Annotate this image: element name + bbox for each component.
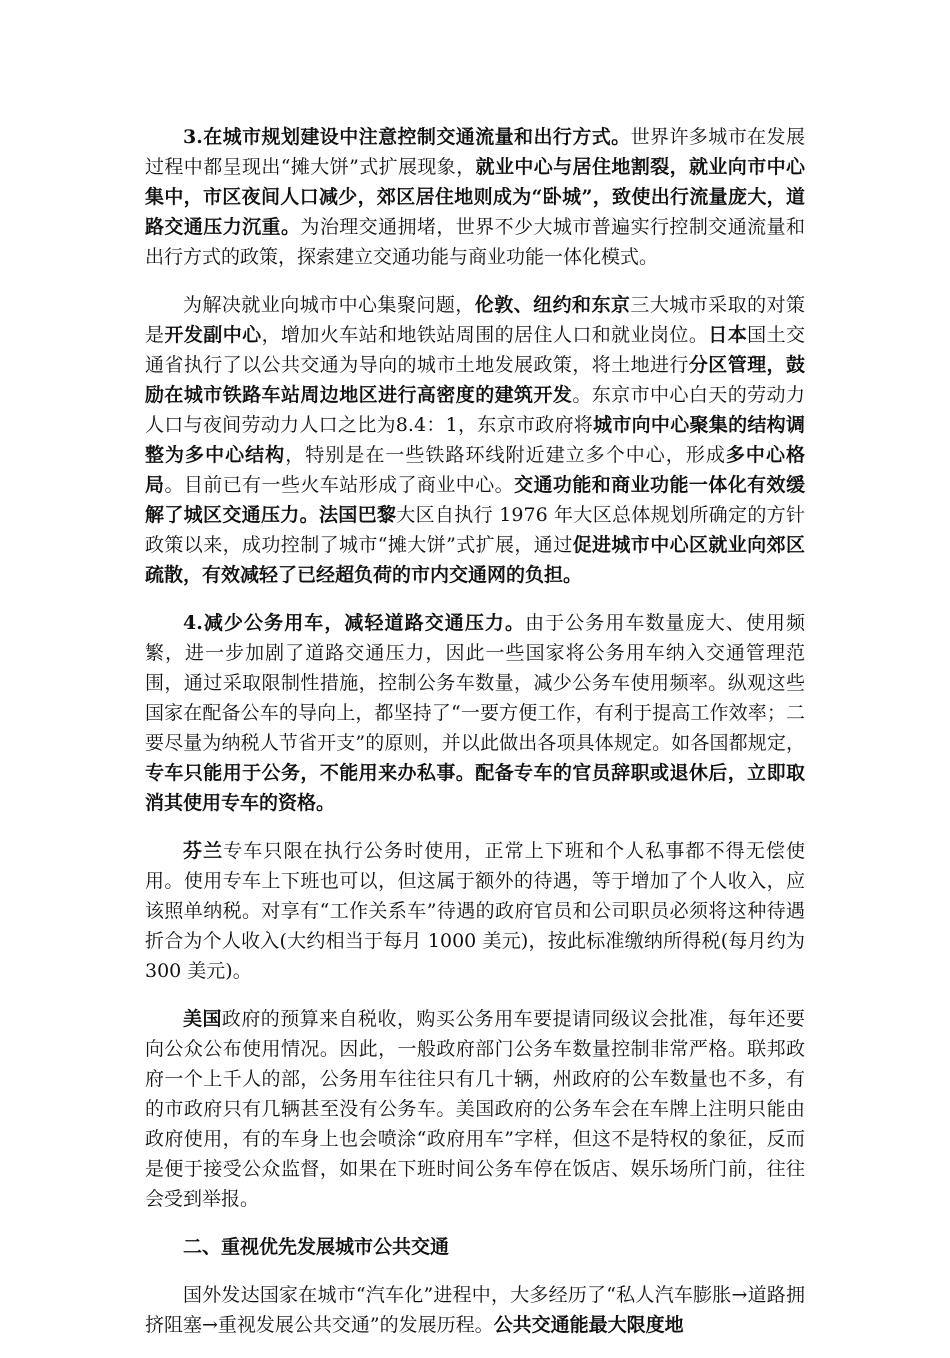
document-page xyxy=(145,122,805,1358)
text-run: 国外发达国家在城市“汽车化”进程中，大多经历了“私人汽车膨胀→道路拥挤阻塞→重视发展公共交通”的发展历程。 xyxy=(145,1284,805,1336)
bold-text-run: 分区管理，鼓励在城市铁路车站周边地区进行高密度的建筑开发 xyxy=(145,354,805,406)
bold-text-run: 专车只能用于公务，不能用来办私事。配备专车的官员辞职或退休后，立即取消其使用专车的资格。 xyxy=(145,762,805,814)
paragraph-sub-centers xyxy=(145,290,805,590)
section-4-heading: 4.减少公务用车，减轻道路交通压力。 xyxy=(183,612,526,634)
bold-text-run: 法国巴黎 xyxy=(318,504,397,526)
text-run: ，特别是在一些铁路环线附近建立多个中心，形成 xyxy=(285,444,726,466)
heading-text: 二、重视优先发展城市公共交通 xyxy=(183,1236,450,1258)
text-run: 世界许多城市在发展过程中都呈现出“摊大饼”式扩展现象， xyxy=(145,126,805,178)
bold-text-run: 伦敦、纽约和东京 xyxy=(474,294,631,316)
text-run: ，增加火车站和地铁站周围的居住人口和就业岗位。 xyxy=(261,324,709,346)
text-run: 大区自执行 1976 年大区总体规划所确定的方针政策以来，成功控制了城市“摊大饼”式扩展，通过 xyxy=(145,504,805,556)
paragraph-official-cars xyxy=(145,608,805,818)
paragraph-united-states xyxy=(145,1004,805,1214)
bold-text-run: 芬兰 xyxy=(183,840,224,862)
paragraph-public-transport xyxy=(145,1280,805,1340)
bold-text-run: 交通功能和商业功能一体化有效缓解了城区交通压力。 xyxy=(145,474,805,526)
text-run: 由于公务用车数量庞大、使用频繁，进一步加剧了道路交通压力，因此一些国家将公务用车纳入交通管理范围，通过采取限制性措施，控制公务车数量，减少公务车使用频率。纵观这些国家在配备公车的导向上，都坚持了“一要方便工作，有利于提高工作效率；二要尽量为纳税人节省开支”的原则，并以此做出各项具体规定。如各国都规定， xyxy=(145,612,805,754)
bold-text-run: 公共交通能最大限度地 xyxy=(493,1314,684,1336)
text-run: 。东京市中心白天的劳动力人口与夜间劳动力人口之比为8.4：1，东京市政府将 xyxy=(145,384,805,436)
bold-text-run: 城市向中心聚集的结构调整为多中心结构 xyxy=(145,414,805,466)
text-run: 为解决就业向城市中心集聚问题， xyxy=(183,294,475,316)
text-run: 为治理交通拥堵，世界不少大城市普遍实行控制交通流量和出行方式的政策，探索建立交通功能与商业功能一体化模式。 xyxy=(145,216,805,268)
bold-text-run: 开发副中心 xyxy=(164,324,262,346)
text-run: 。目前已有一些火车站形成了商业中心。 xyxy=(164,474,515,496)
bold-text-run: 日本 xyxy=(708,324,748,346)
text-run: 国土交通省执行了以公共交通为导向的城市土地发展政策，将土地进行 xyxy=(145,324,805,376)
bold-text-run: 美国 xyxy=(183,1008,222,1030)
paragraph-finland xyxy=(145,836,805,986)
paragraph-traffic-flow-control xyxy=(145,122,805,272)
bold-text-run: 促进城市中心区就业向郊区疏散，有效减轻了已经超负荷的市内交通网的负担。 xyxy=(145,534,805,586)
section-3-heading: 3.在城市规划建设中注意控制交通流量和出行方式。 xyxy=(183,126,631,148)
text-run: 三大城市采取的对策是 xyxy=(145,294,805,346)
section-heading-public-transport xyxy=(145,1232,805,1262)
bold-text-run: 多中心格局 xyxy=(145,444,805,496)
text-run: 政府的预算来自税收，购买公务用车要提请同级议会批准，每年还要向公众公布使用情况。因此，一般政府部门公务车数量控制非常严格。联邦政府一个上千人的部，公务用车往往只有几十辆，州政府的公车数量也不多，有的市政府只有几辆甚至没有公务车。美国政府的公务车会在车牌上注明只能由政府使用，有的车身上也会喷涂“政府用车”字样，但这不是特权的象征，反而是便于接受公众监督，如果在下班时间公务车停在饭店、娱乐场所门前，往往会受到举报。 xyxy=(145,1008,805,1210)
text-run: 专车只限在执行公务时使用，正常上下班和个人私事都不得无偿使用。使用专车上下班也可以，但这属于额外的待遇，等于增加了个人收入，应该照单纳税。对享有“工作关系车”待遇的政府官员和公司职员必须将这种待遇折合为个人收入(大约相当于每月 1000 美元)，按此标准缴纳所得税(每月约为 300 美元)。 xyxy=(145,840,805,982)
bold-text-run: 就业中心与居住地割裂，就业向市中心集中，市区夜间人口减少，郊区居住地则成为“卧城”，致使出行流量庞大，道路交通压力沉重。 xyxy=(145,156,805,238)
